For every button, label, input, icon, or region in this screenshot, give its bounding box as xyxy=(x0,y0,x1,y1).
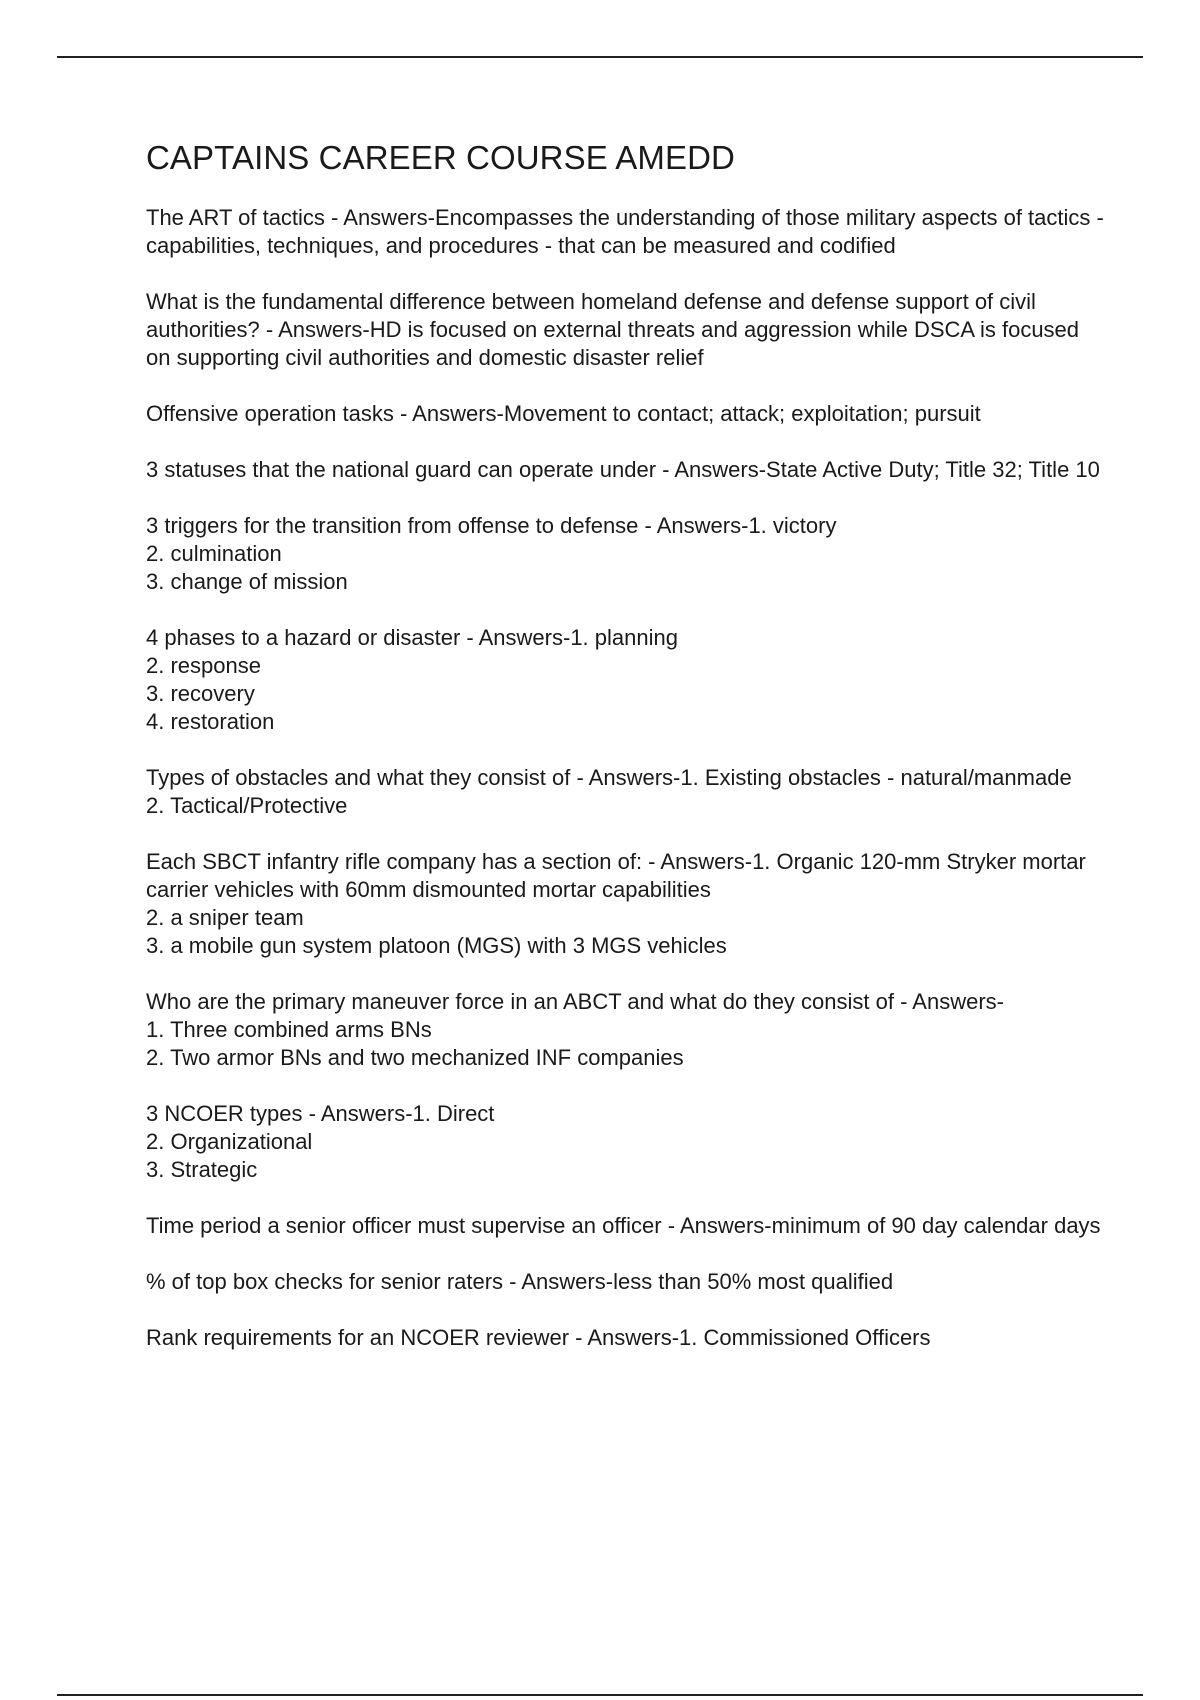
qa-entry xyxy=(146,400,1106,428)
qa-answer-line: 2. response xyxy=(146,652,261,678)
qa-question-line: 3 statuses that the national guard can operate under - Answers-State Active Duty; Title 32; Title 10 xyxy=(146,456,1100,482)
qa-question-line: 3 NCOER types - Answers-1. Direct xyxy=(146,1100,495,1126)
qa-answer-line: 2. Tactical/Protective xyxy=(146,792,348,818)
qa-answer-line: 4. restoration xyxy=(146,708,275,734)
qa-entry xyxy=(146,624,1106,736)
qa-question-line: % of top box checks for senior raters - Answers-less than 50% most qualified xyxy=(146,1268,894,1294)
document-body xyxy=(146,138,1110,1380)
qa-question-line: Offensive operation tasks - Answers-Movement to contact; attack; exploitation; pursuit xyxy=(146,400,981,426)
qa-question-line: Rank requirements for an NCOER reviewer - Answers-1. Commissioned Officers xyxy=(146,1324,931,1350)
qa-list xyxy=(146,204,1110,1352)
qa-answer-line: 1. Three combined arms BNs xyxy=(146,1016,432,1042)
top-divider xyxy=(57,56,1143,58)
qa-question-line: Types of obstacles and what they consist of - Answers-1. Existing obstacles - natural/manmade xyxy=(146,764,1072,790)
qa-entry xyxy=(146,1268,1106,1296)
qa-answer-line: 3. Strategic xyxy=(146,1156,258,1182)
qa-answer-line: 2. culmination xyxy=(146,540,282,566)
qa-entry xyxy=(146,988,1106,1072)
qa-question-line: Time period a senior officer must supervise an officer - Answers-minimum of 90 day calendar days xyxy=(146,1212,1101,1238)
qa-entry xyxy=(146,512,1106,596)
qa-answer-line: 3. a mobile gun system platoon (MGS) with 3 MGS vehicles xyxy=(146,932,727,958)
qa-answer-line: 3. change of mission xyxy=(146,568,348,594)
qa-entry xyxy=(146,848,1106,960)
qa-answer-line: 2. a sniper team xyxy=(146,904,304,930)
qa-question-line: Each SBCT infantry rifle company has a section of: - Answers-1. Organic 120-mm Stryker mortar carrier vehicles with 60mm dismounted mortar capabilities xyxy=(146,848,1092,902)
qa-question-line: Who are the primary maneuver force in an ABCT and what do they consist of - Answers- xyxy=(146,988,1004,1014)
qa-entry xyxy=(146,1100,1106,1184)
qa-answer-line: 2. Organizational xyxy=(146,1128,313,1154)
qa-question-line: The ART of tactics - Answers-Encompasses the understanding of those military aspects of tactics - capabilities, techniques, and procedures - that can be measured and codified xyxy=(146,204,1110,258)
qa-entry xyxy=(146,764,1106,820)
qa-entry xyxy=(146,204,1110,260)
qa-entry xyxy=(146,1212,1106,1240)
qa-question-line: 3 triggers for the transition from offense to defense - Answers-1. victory xyxy=(146,512,837,538)
qa-entry xyxy=(146,1324,1106,1352)
qa-answer-line: 3. recovery xyxy=(146,680,255,706)
page-title: CAPTAINS CAREER COURSE AMEDD xyxy=(146,139,735,176)
qa-question-line: What is the fundamental difference between homeland defense and defense support of civil authorities? - Answers-HD is focused on external threats and aggression while DSCA is focused on supporting civil authorities and domestic disaster relief xyxy=(146,288,1086,370)
qa-entry xyxy=(146,456,1106,484)
qa-question-line: 4 phases to a hazard or disaster - Answers-1. planning xyxy=(146,624,678,650)
qa-entry xyxy=(146,288,1106,372)
bottom-divider xyxy=(57,1694,1143,1696)
qa-answer-line: 2. Two armor BNs and two mechanized INF companies xyxy=(146,1044,684,1070)
